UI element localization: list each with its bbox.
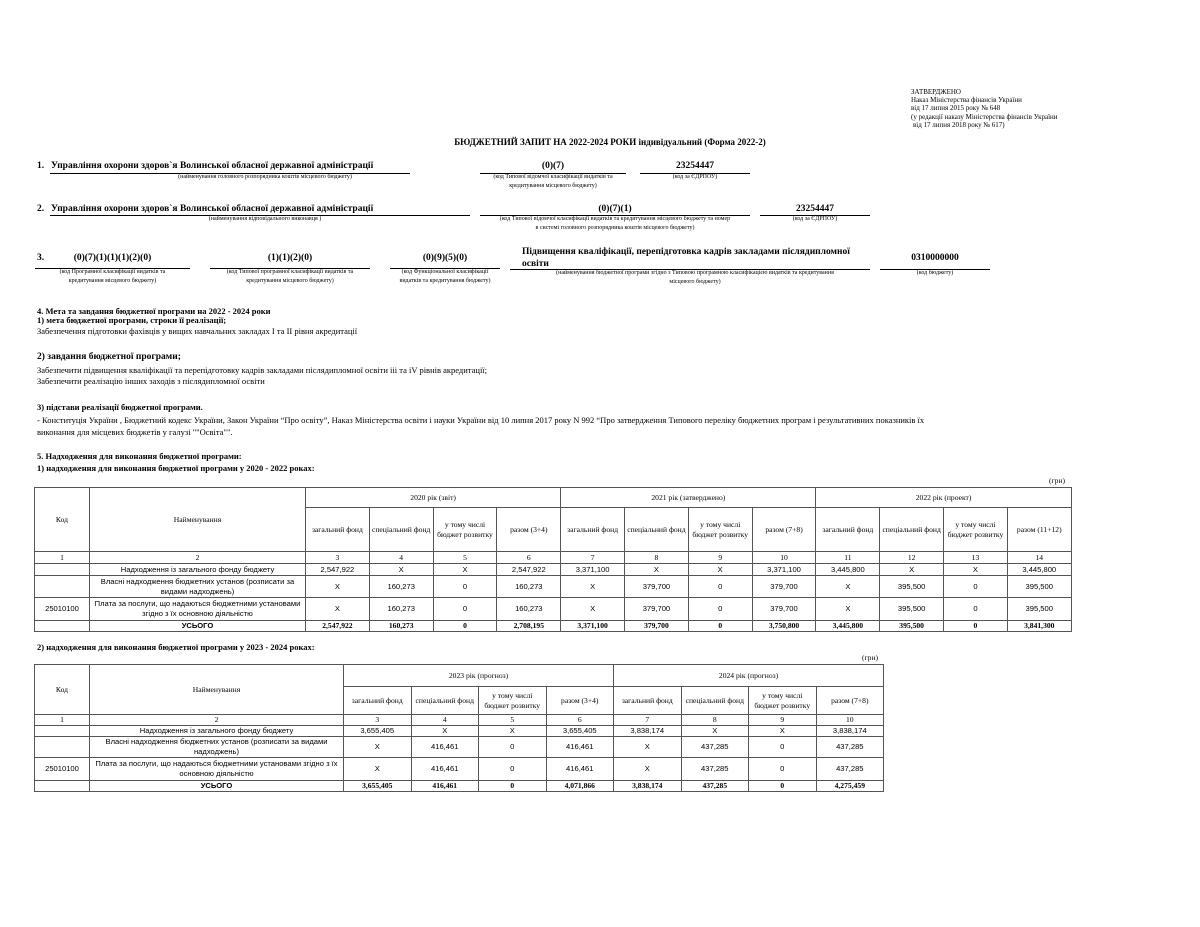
column-number: 8 — [681, 715, 749, 726]
row-value: 3,445,800 — [1007, 564, 1071, 576]
row-value: X — [749, 726, 817, 737]
subcol-header: разом (3+4) — [497, 508, 561, 552]
col-header-name: Найменування — [90, 488, 306, 552]
year-header: 2020 рік (звіт) — [306, 488, 561, 508]
row-value: 0 — [433, 576, 497, 598]
total-value: 0 — [479, 781, 547, 792]
total-value — [35, 781, 90, 792]
program-code: (0)(7)(1)(1)(1)(2)(0) — [73, 253, 152, 263]
functional-code: (0)(9)(5)(0) — [422, 253, 468, 263]
total-value: 395,500 — [880, 621, 944, 632]
subcol-header: спеціальний фонд — [880, 508, 944, 552]
total-value: 0 — [688, 621, 752, 632]
column-number: 14 — [1007, 552, 1071, 564]
program-code-caption: (код Програмної класифікації видатків та кредитування місцевого бюджету) — [59, 269, 166, 284]
subcol-header: у тому числі бюджет розвитку — [688, 508, 752, 552]
row-value: X — [688, 564, 752, 576]
total-value: 3,655,405 — [344, 781, 412, 792]
column-number: 8 — [625, 552, 689, 564]
task-item: Забезпечити підвищення кваліфікації та перепідготовку кадрів закладами післядипломної освіти ііі та іV рівнів акредитації; — [37, 365, 488, 375]
row-value: 395,500 — [1007, 576, 1071, 598]
row-name: Плата за послуги, що надаються бюджетними установами згідно з їх основною діяльністю — [90, 598, 306, 621]
total-value — [35, 621, 90, 632]
row-value: X — [411, 726, 479, 737]
total-value: 416,461 — [411, 781, 479, 792]
total-value: 4,275,459 — [816, 781, 884, 792]
row-name: Плата за послуги, що надаються бюджетними установами згідно з їх основною діяльністю — [90, 758, 344, 781]
column-number: 9 — [688, 552, 752, 564]
row-value: 160,273 — [369, 576, 433, 598]
row-value: 416,461 — [411, 737, 479, 758]
year-header: 2022 рік (проект) — [816, 488, 1071, 508]
row-value: 2,547,922 — [306, 564, 370, 576]
column-number: 7 — [614, 715, 682, 726]
column-number: 3 — [306, 552, 370, 564]
item2-edrpou-caption: (код за ЄДРПОУ) — [792, 216, 838, 222]
column-number: 5 — [479, 715, 547, 726]
row-value: 0 — [749, 737, 817, 758]
year-header: 2024 рік (прогноз) — [614, 665, 884, 687]
section5-heading: 5. Надходження для виконання бюджетної програми: — [37, 451, 242, 461]
unit-label: (грн) — [1049, 476, 1066, 485]
section5-sub1: 1) надходження для виконання бюджетної програми у 2020 - 2022 роках: — [37, 463, 315, 473]
program-name: Підвищення кваліфікації, перепідготовка кадрів закладами післядипломної освіти — [522, 247, 850, 269]
basis-text: виконання для місцевих бюджетів у галузі ""Освіта"". — [37, 427, 233, 437]
row-value: 416,461 — [546, 737, 614, 758]
total-value: 437,285 — [681, 781, 749, 792]
item2-name-caption: (найменування відповідального виконавця ) — [208, 216, 322, 222]
row-value: X — [681, 726, 749, 737]
row-value: 416,461 — [546, 758, 614, 781]
row-name: Власні надходження бюджетних установ (розписати за видами надходжень) — [90, 737, 344, 758]
column-number: 1 — [35, 552, 90, 564]
subcol-header: разом (7+8) — [752, 508, 816, 552]
item2-name: Управління охорони здоров`я Волинської обласної державної адміністрації — [51, 204, 374, 214]
subcol-header: спеціальний фонд — [369, 508, 433, 552]
row-value: 0 — [749, 758, 817, 781]
row-value: 0 — [944, 598, 1008, 621]
item2-code-caption: (код Типової відомчої класифікації видатків та кредитування місцевого бюджету та номер в системі головного розпорядника коштів місцевого бюджету) — [499, 216, 731, 231]
typical-program-code: (1)(1)(2)(0) — [267, 253, 313, 263]
row-value: X — [625, 564, 689, 576]
row-value: 416,461 — [411, 758, 479, 781]
program-name-caption: (найменування бюджетної програми згідно з Типовою програмною класифікацією видатків та кредитування місцевого бюджету) — [556, 270, 834, 285]
row-value: 379,700 — [752, 576, 816, 598]
subcol-header: загальний фонд — [306, 508, 370, 552]
table-row — [35, 726, 884, 737]
subcol-header: у тому числі бюджет розвитку — [433, 508, 497, 552]
item1-edrpou: 23254447 — [676, 161, 714, 171]
row-value: 0 — [944, 576, 1008, 598]
total-value: 160,273 — [369, 621, 433, 632]
table-row — [35, 576, 1072, 598]
row-value: 160,273 — [369, 598, 433, 621]
row-value: X — [306, 576, 370, 598]
col-header-code: Код — [35, 665, 90, 715]
item1-code-caption: (код Типової відомчої класифікації видатків та кредитування місцевого бюджету) — [493, 174, 613, 189]
column-number: 6 — [497, 552, 561, 564]
column-number: 6 — [546, 715, 614, 726]
row-value: 3,371,100 — [752, 564, 816, 576]
tasks-heading: 2) завдання бюджетної програми; — [37, 352, 181, 362]
row-value: X — [561, 576, 625, 598]
total-row — [35, 781, 884, 792]
row-name: Власні надходження бюджетних установ (розписати за видами надходжень) — [90, 576, 306, 598]
column-number: 4 — [411, 715, 479, 726]
total-row — [35, 621, 1072, 632]
document-title: БЮДЖЕТНИЙ ЗАПИТ НА 2022-2024 РОКИ індивідуальний (Форма 2022-2) — [454, 137, 766, 147]
functional-code-caption: (код Функціональної класифікації видатків та кредитування бюджету) — [399, 269, 491, 284]
row-value: 395,500 — [880, 598, 944, 621]
row-code: 25010100 — [35, 598, 90, 621]
total-label: УСЬОГО — [90, 621, 306, 632]
row-value: X — [561, 598, 625, 621]
subcol-header: разом (11+12) — [1007, 508, 1071, 552]
row-value: 0 — [688, 576, 752, 598]
item1-name: Управління охорони здоров`я Волинської обласної державної адміністрації — [51, 161, 374, 171]
total-value: 2,547,922 — [306, 621, 370, 632]
total-value: 0 — [944, 621, 1008, 632]
row-code: 25010100 — [35, 758, 90, 781]
column-number: 3 — [344, 715, 412, 726]
row-code — [35, 564, 90, 576]
row-value: 3,838,174 — [816, 726, 884, 737]
row-value: 0 — [479, 758, 547, 781]
section4-heading: 4. Мета та завдання бюджетної програми на 2022 - 2024 роки — [37, 306, 271, 316]
row-code — [35, 737, 90, 758]
column-number: 13 — [944, 552, 1008, 564]
row-value: 3,655,405 — [546, 726, 614, 737]
total-value: 3,838,174 — [614, 781, 682, 792]
subcol-header: у тому числі бюджет розвитку — [479, 687, 547, 715]
item1-name-caption: (найменування головного розпорядника коштів місцевого бюджету) — [178, 174, 352, 180]
year-header: 2021 рік (затверджено) — [561, 488, 816, 508]
total-label: УСЬОГО — [90, 781, 344, 792]
column-number: 7 — [561, 552, 625, 564]
budget-code: 0310000000 — [911, 253, 959, 263]
budget-code-caption: (код бюджету) — [916, 270, 954, 276]
row-code — [35, 576, 90, 598]
section5-sub2: 2) надходження для виконання бюджетної програми у 2023 - 2024 роках: — [37, 642, 315, 652]
row-value: 395,500 — [1007, 598, 1071, 621]
subcol-header: загальний фонд — [816, 508, 880, 552]
approval-line: від 17 липня 2015 року № 648 — [911, 104, 1001, 113]
column-number: 10 — [752, 552, 816, 564]
total-value: 3,445,800 — [816, 621, 880, 632]
subcol-header: у тому числі бюджет розвитку — [749, 687, 817, 715]
approval-stamp — [911, 88, 1058, 129]
total-value: 3,371,100 — [561, 621, 625, 632]
approval-line: від 17 липня 2018 року № 617) — [913, 120, 1005, 129]
column-number: 1 — [35, 715, 90, 726]
column-number: 9 — [749, 715, 817, 726]
subcol-header: спеціальний фонд — [625, 508, 689, 552]
row-value: 437,285 — [816, 737, 884, 758]
row-value: 0 — [479, 737, 547, 758]
column-number: 4 — [369, 552, 433, 564]
column-number: 2 — [90, 715, 344, 726]
row-value: X — [369, 564, 433, 576]
row-value: X — [816, 576, 880, 598]
table-row — [35, 564, 1072, 576]
row-value: 0 — [688, 598, 752, 621]
approval-line: (у редакції наказу Міністерства фінансів України — [911, 112, 1058, 121]
row-value: 3,838,174 — [614, 726, 682, 737]
row-value: 379,700 — [625, 598, 689, 621]
row-value: 160,273 — [497, 576, 561, 598]
column-number: 10 — [816, 715, 884, 726]
total-value: 2,708,195 — [497, 621, 561, 632]
subcol-header: разом (3+4) — [546, 687, 614, 715]
table-row — [35, 758, 884, 781]
total-value: 3,841,300 — [1007, 621, 1071, 632]
row-name: Надходження із загального фонду бюджету — [90, 564, 306, 576]
approval-line: ЗАТВЕРДЖЕНО — [911, 88, 961, 96]
subcol-header: загальний фонд — [344, 687, 412, 715]
typical-program-code-caption: (код Типової програмної класифікації видатків та кредитування місцевого бюджету) — [226, 269, 354, 284]
subcol-header: спеціальний фонд — [411, 687, 479, 715]
row-value: X — [344, 737, 412, 758]
subcol-header: загальний фонд — [561, 508, 625, 552]
subcol-header: загальний фонд — [614, 687, 682, 715]
table-row — [35, 737, 884, 758]
total-value: 379,700 — [625, 621, 689, 632]
row-value: X — [344, 758, 412, 781]
row-value: 379,700 — [752, 598, 816, 621]
item3-number: 3. — [37, 253, 45, 263]
total-value: 3,750,800 — [752, 621, 816, 632]
year-header: 2023 рік (прогноз) — [344, 665, 614, 687]
task-item: Забезпечити реалізацію інших заходів з післядипломної освіти — [37, 376, 265, 386]
row-value: 379,700 — [625, 576, 689, 598]
item2-number: 2. — [37, 204, 45, 214]
subcol-header: спеціальний фонд — [681, 687, 749, 715]
table-row — [35, 598, 1072, 621]
revenue-table-2023-2024 — [34, 664, 884, 792]
revenue-table-2020-2022 — [34, 487, 1072, 632]
row-value: X — [880, 564, 944, 576]
item2-edrpou: 23254447 — [796, 204, 834, 214]
item1-edrpou-caption: (код за ЄДРПОУ) — [672, 174, 718, 180]
row-value: X — [479, 726, 547, 737]
row-value: X — [816, 598, 880, 621]
row-value: 437,285 — [681, 737, 749, 758]
row-value: 0 — [433, 598, 497, 621]
unit-label: (грн) — [862, 653, 879, 662]
total-value: 4,071,866 — [546, 781, 614, 792]
row-value: 395,500 — [880, 576, 944, 598]
row-value: X — [306, 598, 370, 621]
col-header-name: Найменування — [90, 665, 344, 715]
row-value: 437,285 — [816, 758, 884, 781]
item1-code: (0)(7) — [541, 161, 565, 171]
row-value: 437,285 — [681, 758, 749, 781]
row-value: X — [614, 758, 682, 781]
column-number: 5 — [433, 552, 497, 564]
goal-text: Забезпечення підготовки фахівців у вищих навчальних закладах І та ІІ рівня акредитації — [37, 326, 358, 336]
item1-number: 1. — [37, 161, 45, 171]
row-value: 2,547,922 — [497, 564, 561, 576]
col-header-code: Код — [35, 488, 90, 552]
row-value: 3,655,405 — [344, 726, 412, 737]
approval-line: Наказ Міністерства фінансів України — [911, 96, 1022, 105]
basis-text: - Конституція України , Бюджетний кодекс України, Закон України “Про освіту”, Наказ Міністерства освіти і науки України від 10 липня 2017 року N 992 “Про затвердження Типового переліку бюджетних програм і результативних показників їх — [37, 415, 925, 425]
row-name: Надходження із загального фонду бюджету — [90, 726, 344, 737]
row-value: X — [944, 564, 1008, 576]
basis-heading: 3) підстави реалізації бюджетної програми. — [37, 402, 203, 412]
subcol-header: разом (7+8) — [816, 687, 884, 715]
total-value: 0 — [749, 781, 817, 792]
column-number: 2 — [90, 552, 306, 564]
item2-code: (0)(7)(1) — [598, 204, 632, 214]
row-value: X — [614, 737, 682, 758]
column-number: 12 — [880, 552, 944, 564]
row-value: 3,445,800 — [816, 564, 880, 576]
total-value: 0 — [433, 621, 497, 632]
subcol-header: у тому числі бюджет розвитку — [944, 508, 1008, 552]
column-number: 11 — [816, 552, 880, 564]
row-code — [35, 726, 90, 737]
row-value: X — [433, 564, 497, 576]
row-value: 3,371,100 — [561, 564, 625, 576]
goal-heading: 1) мета бюджетної програми, строки її реалізації; — [37, 315, 227, 325]
row-value: 160,273 — [497, 598, 561, 621]
